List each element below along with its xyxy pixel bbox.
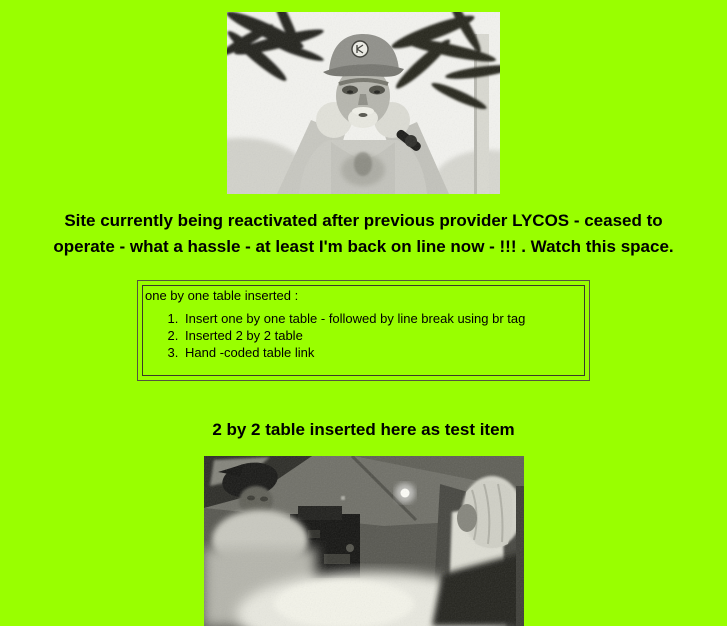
headline-line-1: Site currently being reactivated after previous provider LYCOS - ceased to xyxy=(64,211,663,230)
note-table-cell xyxy=(142,285,585,376)
note-list xyxy=(145,310,581,361)
page-body xyxy=(0,12,727,557)
note-list-item-1: 1. Insert one by one table - followed by line break using br tag xyxy=(182,310,581,327)
note-list-item-3: 3. Hand -coded table link xyxy=(182,344,581,361)
site-status-headline xyxy=(0,208,727,260)
note-list-item-2: 2. Inserted 2 by 2 table xyxy=(182,327,581,344)
note-title: one by one table inserted : xyxy=(145,288,299,303)
note-table xyxy=(137,280,590,381)
table-test-heading: 2 by 2 table inserted here as test item xyxy=(212,420,515,439)
man-portrait-photo xyxy=(227,12,500,194)
room-group-photo xyxy=(204,456,524,626)
headline-line-2: operate - what a hassle - at least I'm back on line now - !!! . Watch this space. xyxy=(53,237,674,256)
